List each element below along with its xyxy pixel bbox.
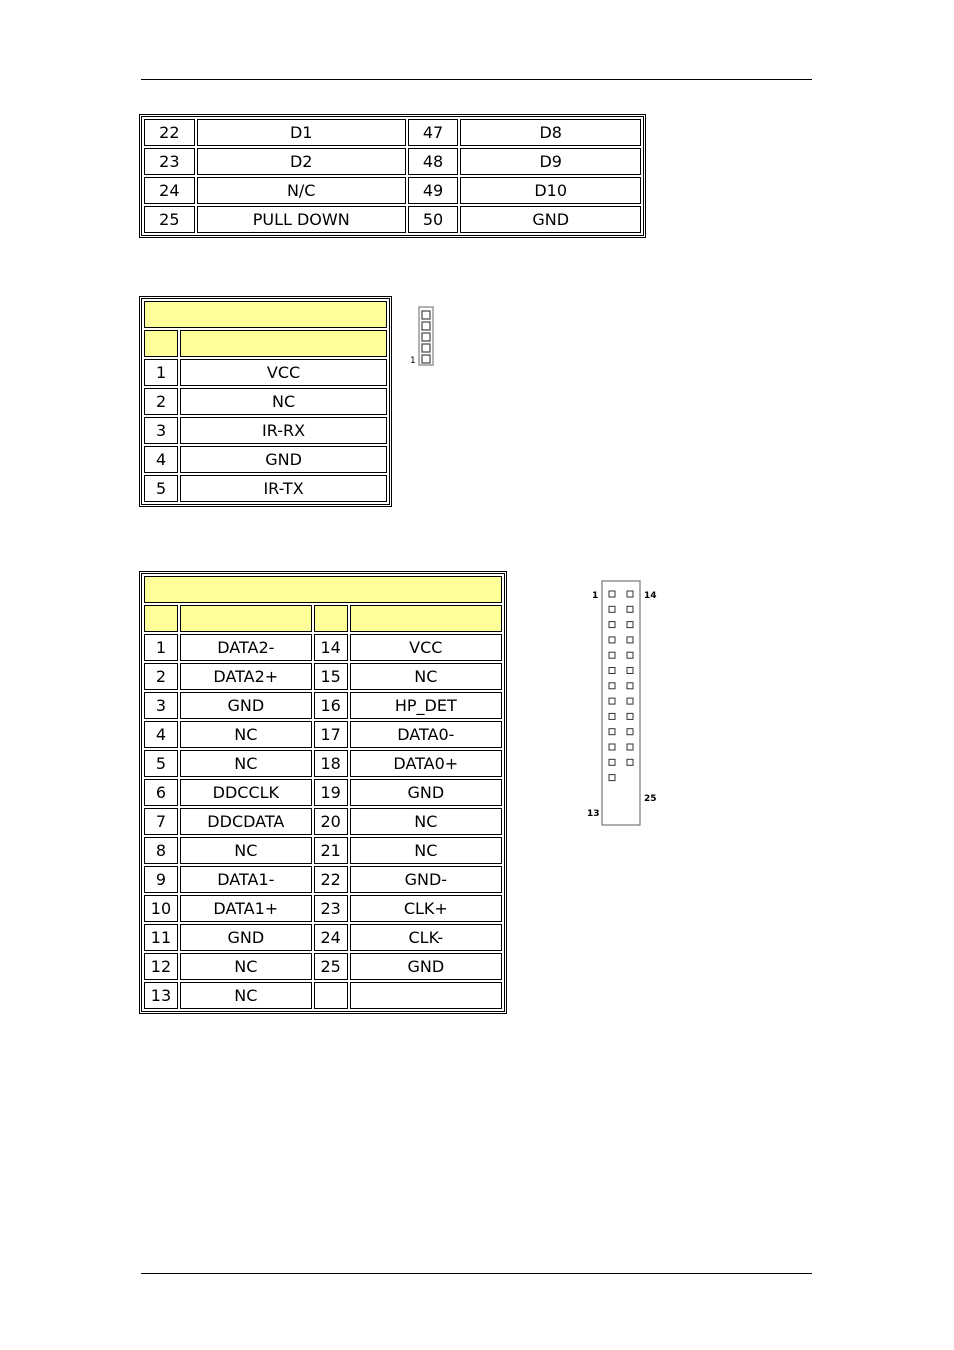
pin-number: 7 [144, 808, 178, 835]
pin-square [627, 622, 633, 628]
pin-number: 20 [314, 808, 348, 835]
pin-number: 48 [408, 148, 459, 175]
footer-rule [141, 1273, 812, 1274]
signal-name: IR-TX [180, 475, 387, 502]
pin-number: 17 [314, 721, 348, 748]
pin-number: 9 [144, 866, 178, 893]
pin-square [627, 668, 633, 674]
pin-square [627, 698, 633, 704]
pin-number: 14 [314, 634, 348, 661]
pin-square [609, 729, 615, 735]
signal-name: CLK- [350, 924, 502, 951]
pin-number: 22 [144, 119, 195, 146]
pin-square [609, 713, 615, 719]
signal-name: PULL DOWN [197, 206, 406, 233]
pin-number: 47 [408, 119, 459, 146]
hdmi-pin-table [139, 571, 507, 1014]
pin-square [627, 759, 633, 765]
signal-name: DATA1+ [180, 895, 312, 922]
pin-number: 18 [314, 750, 348, 777]
pin-number: 4 [144, 721, 178, 748]
table-header-row [144, 605, 502, 632]
table-row [144, 953, 502, 980]
pin-square [609, 591, 615, 597]
pin-square [609, 744, 615, 750]
signal-name: GND- [350, 866, 502, 893]
pin-14-label: 14 [644, 591, 657, 601]
table-header-row [144, 330, 387, 357]
table-row [144, 475, 387, 502]
signal-name: GND [180, 446, 387, 473]
signal-name: NC [180, 953, 312, 980]
signal-name: DATA2- [180, 634, 312, 661]
ir-connector-diagram [405, 305, 437, 369]
pin-number: 13 [144, 982, 178, 1009]
signal-name: DATA1- [180, 866, 312, 893]
table-title-cell [144, 301, 387, 328]
signal-name: N/C [197, 177, 406, 204]
table-row [144, 837, 502, 864]
pin-number: 49 [408, 177, 459, 204]
table-row [144, 779, 502, 806]
pin-number: 23 [314, 895, 348, 922]
pin-square [609, 606, 615, 612]
table-row [144, 388, 387, 415]
table-row [144, 982, 502, 1009]
pin-number: 3 [144, 692, 178, 719]
table-row [144, 692, 502, 719]
pin-square [627, 713, 633, 719]
signal-name: NC [180, 388, 387, 415]
pin-number: 1 [144, 634, 178, 661]
pin-number: 4 [144, 446, 178, 473]
signal-name: D10 [460, 177, 641, 204]
pin-number: 22 [314, 866, 348, 893]
signal-name: D9 [460, 148, 641, 175]
signal-name: D2 [197, 148, 406, 175]
pin-1-label: 1 [410, 356, 416, 366]
pin-square [609, 622, 615, 628]
table-title-cell [144, 576, 502, 603]
signal-name: D1 [197, 119, 406, 146]
header-cell [180, 330, 387, 357]
header-rule [141, 79, 812, 80]
header-cell [180, 605, 312, 632]
signal-name: VCC [180, 359, 387, 386]
signal-name: IR-RX [180, 417, 387, 444]
signal-name: VCC [350, 634, 502, 661]
table-row [144, 750, 502, 777]
table-row [144, 177, 641, 204]
pin-square [609, 668, 615, 674]
pin-table-continued [139, 114, 646, 238]
header-cell [144, 330, 178, 357]
signal-name: NC [350, 837, 502, 864]
signal-name: NC [350, 808, 502, 835]
pin-square [627, 606, 633, 612]
pin-number: 24 [314, 924, 348, 951]
pin-square [609, 683, 615, 689]
signal-name: D8 [460, 119, 641, 146]
pin-number: 6 [144, 779, 178, 806]
header-cell [314, 605, 348, 632]
signal-name: NC [350, 663, 502, 690]
pin-number: 16 [314, 692, 348, 719]
pin-number: 10 [144, 895, 178, 922]
table-row [144, 924, 502, 951]
pin-number: 8 [144, 837, 178, 864]
signal-name: DDCCLK [180, 779, 312, 806]
header-cell [350, 605, 502, 632]
signal-name: DATA2+ [180, 663, 312, 690]
signal-name: DATA0+ [350, 750, 502, 777]
table-title-row [144, 301, 387, 328]
signal-name: NC [180, 750, 312, 777]
table-row [144, 417, 387, 444]
pin-number: 19 [314, 779, 348, 806]
pin-number [314, 982, 348, 1009]
signal-name: GND [180, 692, 312, 719]
table-row [144, 808, 502, 835]
pin-number: 1 [144, 359, 178, 386]
table-row [144, 206, 641, 233]
pin-number: 21 [314, 837, 348, 864]
pin-square [609, 775, 615, 781]
pin-square [627, 652, 633, 658]
pin-25-label: 25 [644, 794, 657, 804]
signal-name: NC [180, 721, 312, 748]
table-row [144, 663, 502, 690]
signal-name: DATA0- [350, 721, 502, 748]
table-row [144, 895, 502, 922]
pin-number: 23 [144, 148, 195, 175]
table-title-row [144, 576, 502, 603]
signal-name: NC [180, 837, 312, 864]
pin-square [609, 759, 615, 765]
table-row [144, 866, 502, 893]
signal-name: HP_DET [350, 692, 502, 719]
pin-square [627, 591, 633, 597]
pin-number: 2 [144, 388, 178, 415]
header-cell [144, 605, 178, 632]
pin-square [627, 683, 633, 689]
pin-number: 5 [144, 475, 178, 502]
pin-1-label: 1 [592, 591, 599, 601]
pin-number: 2 [144, 663, 178, 690]
pin-square [627, 729, 633, 735]
signal-name: CLK+ [350, 895, 502, 922]
pin-square [627, 637, 633, 643]
pin-number: 5 [144, 750, 178, 777]
ir-pin-table [139, 296, 392, 507]
pin-number: 3 [144, 417, 178, 444]
hdmi-connector-diagram [580, 578, 670, 830]
signal-name: GND [180, 924, 312, 951]
table-row [144, 721, 502, 748]
table-row [144, 119, 641, 146]
table-row [144, 148, 641, 175]
signal-name: GND [460, 206, 641, 233]
pin-number: 15 [314, 663, 348, 690]
table-row [144, 359, 387, 386]
pin-number: 11 [144, 924, 178, 951]
pin-square [627, 744, 633, 750]
pin-13-label: 13 [587, 809, 600, 819]
signal-name [350, 982, 502, 1009]
pin-square [609, 652, 615, 658]
pin-number: 24 [144, 177, 195, 204]
pin-number: 25 [314, 953, 348, 980]
signal-name: GND [350, 779, 502, 806]
pin-number: 50 [408, 206, 459, 233]
table-row [144, 634, 502, 661]
pin-number: 25 [144, 206, 195, 233]
signal-name: GND [350, 953, 502, 980]
pin-square [609, 637, 615, 643]
pin-number: 12 [144, 953, 178, 980]
table-row [144, 446, 387, 473]
pin-square [609, 698, 615, 704]
signal-name: DDCDATA [180, 808, 312, 835]
signal-name: NC [180, 982, 312, 1009]
